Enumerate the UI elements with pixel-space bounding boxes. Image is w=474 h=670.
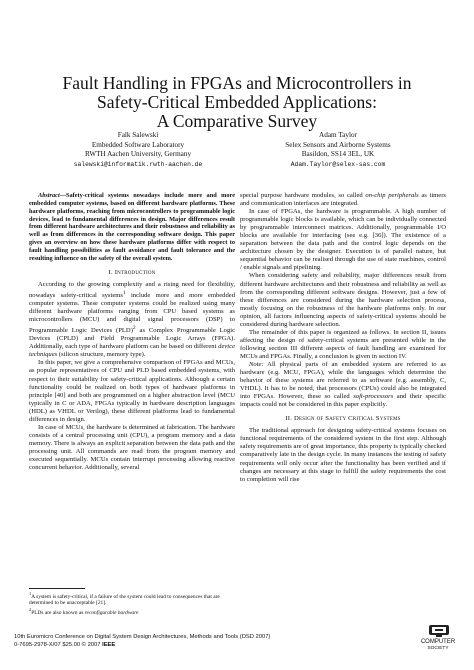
- author-email: Adam.Taylor@selex-sas.com: [290, 160, 386, 168]
- footnote-divider: [29, 588, 85, 589]
- paragraph: In case of FPGAs, the hardware is programmable. A high number of programmable logic blocks is available, which can be individually connected by programmable interconnect matrices. Additionally, programmable I/O blocks are available for interfacing (see e.g. [36]). The existence of a separation between the data path and the control logic depends on the architecture chosen by the designer. Execution is of parallel nature, but sequential behavior can be realised through the use of state machines, control / enable signals and pipelining.: [240, 208, 446, 272]
- author-affiliation: Selex Sensors and Airborne Systems: [285, 140, 391, 149]
- footer-copyright-line: 0-7695-2978-X/07 $25.00 © 2007 IEEE: [14, 641, 116, 648]
- footnote-2: $^2$PLDs are also known as reconfigurable hardware: [29, 606, 139, 616]
- author-email: salewski@informatik.rwth-aachen.de: [73, 160, 203, 168]
- author-name: Adam Taylor: [319, 131, 357, 139]
- footer-conference-line: 10th Euromicro Conference on Digital System Design Architectures, Methods and Tools (DSD 2007): [14, 634, 271, 640]
- paragraph: Note: All physical parts of an embedded system are referred to as hardware (e.g. MCU, FPGA), while the languages which determine the behavior of these systems are referred to as software (e.g. assembly, C, VHDL). It has to be noted, that processors (CPUs) could also be integrated into FPGAs. However, these so called soft-processors and their specific impacts could not be considered in this paper explicitly.: [240, 360, 446, 409]
- section-heading-introduction: I. Introduction: [108, 268, 156, 276]
- paper-title: [20, 74, 454, 131]
- abstract: [29, 192, 235, 263]
- author-affiliation: Embedded Software Laboratory: [91, 140, 185, 149]
- paragraph: In this paper, we give a comprehensive comparison of FPGAs and MCUs, as popular representatives of CPU and PLD based embedded systems, with respect to their suitability for safety-critical applications. Although a certain functionality could be realized on both types of hardware platforms in principle [40] and both are programmed on a higher abstraction level (MCU typically in C or ADA, FPGAs typically in hardware description languages (HDL) as VHDL or Verilog), these different platforms lead to fundamental differences in design.: [29, 359, 235, 423]
- title-line-3: A Comparative Survey: [156, 111, 318, 131]
- conference-footer: [14, 634, 394, 650]
- ieee-mark: IEEE: [102, 641, 116, 648]
- abstract-label: Abstract: [38, 192, 60, 199]
- paragraph: When considering safety and reliability, major differences result from different hardware architectures and their robustness and reliability as well as from the corresponding different software designs. However, just a few of these differences are considered during the hardware selection process, mostly focusing on the robustness of the hardware platforms only. In our opinion, all factors influencing aspects of safety-critical systems should be considered during hardware selection.: [240, 272, 446, 328]
- author-affiliation: RWTH Aachen University, Germany: [84, 150, 192, 159]
- abstract-text: —Safety-critical systems nowadays include more and more embedded computer systems, based on different hardware platforms. These hardware platforms, reaching from microcontrollers to programmable logic devices, lead to fundamental differences in design. Major differences result from different hardware architectures and their robustness and reliability as well as from differences in the corresponding software design. This paper gives an overview on how these hardware platforms differ with respect to fault handling possibilities as fault avoidance and fault tolerance and the resulting influence on the safety of the overall system.: [29, 192, 235, 262]
- paragraph: The traditional approach for designing safety-critical systems focuses on functional requirements of the considered system in the first step. Although safety requirements are of great importance, this property is typically checked comparatively late in the design cycle. In many instances the testing of safety requirements will only occur after the functionality has been verified and if changes are necessary at this stage to fulfill the safety requirements the cost to completion will rise: [240, 427, 446, 483]
- title-line-2: Safety-Critical Embedded Applications:: [97, 92, 377, 112]
- logo-text: [414, 639, 462, 652]
- paragraph: The remainder of this paper is organized as follows. In section II, issues affecting the design of safety-critical systems are presented while in the following section III different aspects of fault handling are examined for MCUs and FPGAs. Finally, a conclusion is given in section IV.: [240, 328, 446, 360]
- note-label: Note:: [249, 360, 264, 368]
- footnotes: [29, 591, 235, 616]
- author-name: Falk Salewski: [117, 131, 159, 139]
- paragraph: In case of MCUs, the hardware is determined at fabrication. The hardware consists of a central processing unit (CPU), a program memory and a data memory. There is always an explicit separation between the data path and the processing unit. All commands are read from the program memory and executed sequentially. MCUs contain interrupt processing allowing reactive concurrent behavior. Additionally, several: [29, 423, 235, 472]
- footnote-marker: 2: [132, 325, 136, 332]
- author-affiliation: Basildon, SS14 3EL, UK: [301, 150, 375, 159]
- computer-society-logo: [414, 622, 462, 662]
- logo-text-line-1: COMPUTER: [420, 639, 456, 645]
- author-block-1: [38, 131, 238, 169]
- left-column: [29, 192, 235, 472]
- paragraph: special purpose hardware modules, so called on-chip peripherals as timers and communication interfaces are integrated.: [240, 192, 446, 208]
- computer-society-logo-icon: [428, 622, 450, 638]
- paragraph: According to the growing complexity and a rising need for flexibility, nowadays safety-critical systems$^1$ include more and more embedded computer systems. These computer systems could be realized using many different hardware platforms ranging from CPU based systems as microcontrollers (MCU) and digital signal processors (DSP) to Programmable Logic Devices (PLD)$^2$ as Complex Programmable Logic Devices (CPLD) and Field Programmable Logic Arrays (FPGA). Additionally, each type of hardware platform can be based on different device techniques (silicon structure, memory type).: [29, 280, 236, 359]
- right-column: [240, 192, 446, 484]
- title-line-1: Fault Handling in FPGAs and Microcontrollers in: [62, 73, 412, 93]
- footnote-1: $^1$A system is safety-critical, if a failure of the system could lead to consequences that are determined to be unacceptable [21].: [29, 591, 220, 607]
- section-heading-design: II. Design of Safety Critical Systems: [285, 415, 401, 423]
- footnote-marker: 1: [122, 289, 126, 296]
- author-block-2: [238, 131, 438, 169]
- logo-text-line-2: SOCIETY: [427, 645, 449, 651]
